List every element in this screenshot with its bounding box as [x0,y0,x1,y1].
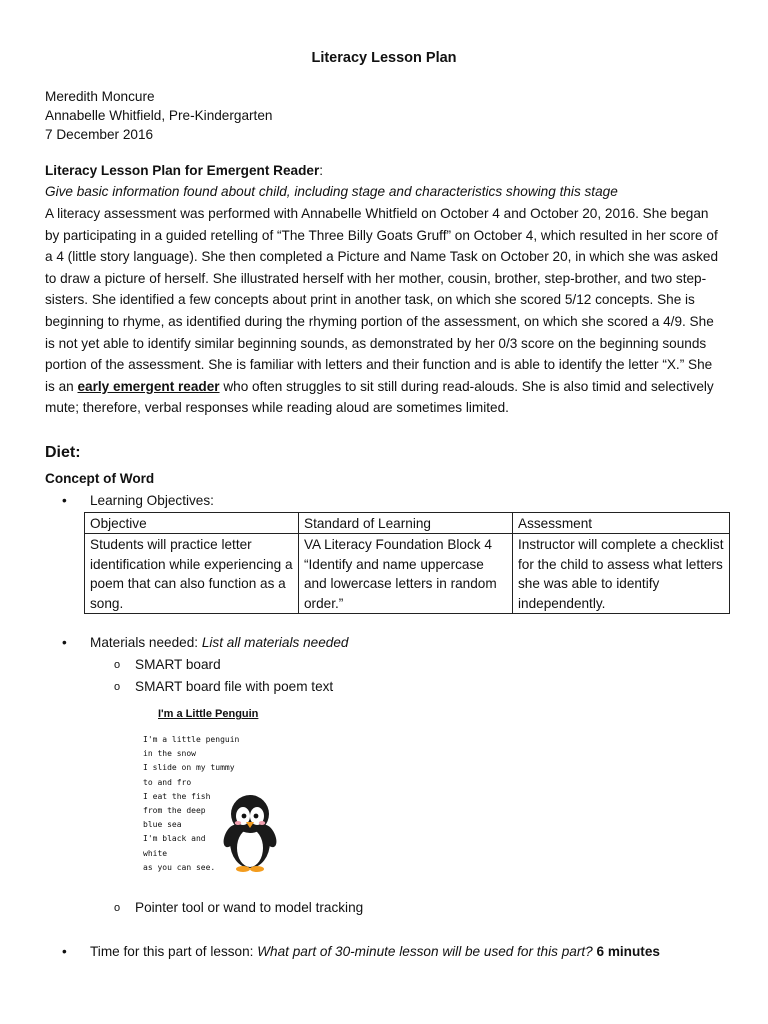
poem-image [140,700,300,880]
materials-line [90,632,348,654]
poem-line: to and fro [143,777,192,787]
material-item: SMART board [135,657,221,672]
material-item: SMART board file with poem text [135,679,334,694]
section-heading-text: Literacy Lesson Plan for Emergent Reader [45,163,320,178]
table-row [85,534,730,614]
poem-line: as you can see. [143,862,216,872]
poem-title: I'm a Little Penguin [158,708,259,720]
section-prompt: Give basic information found about child, including stage and characteristics showing this stage [45,184,618,199]
poem-line: I'm black and [143,834,206,844]
poem-line: white [143,848,168,858]
bullet-marker: • [62,493,67,508]
bullet-marker: • [62,635,67,650]
table-cell: VA Literacy Foundation Block 4 “Identify and name uppercase and lowercase letters in random order.” [299,534,513,614]
diet-heading: Diet: [45,444,81,461]
time-line [90,941,660,963]
author-name: Meredith Moncure [45,89,155,104]
materials-label: Materials needed: [90,635,202,650]
materials-prompt: List all materials needed [201,635,349,650]
poem-line: I'm a little penguin [143,735,240,744]
page-title: Literacy Lesson Plan [311,50,457,66]
bullet-marker: • [62,944,67,959]
sub-bullet-marker: o [114,902,121,914]
table-header-cell: Objective [85,513,299,534]
poem-line: blue sea [143,820,182,830]
concept-heading: Concept of Word [45,471,155,486]
table-header-cell: Standard of Learning [299,513,513,534]
poem-line: I eat the fish [143,791,211,801]
section-heading-colon: : [319,163,324,178]
penguin-icon [218,792,282,872]
section-heading [45,160,323,182]
learning-objectives-label: Learning Objectives: [90,493,214,508]
student-info: Annabelle Whitfield, Pre-Kindergarten [45,108,273,123]
poem-line: from the deep [143,806,206,816]
paragraph-text-before: A literacy assessment was performed with Annabelle Whitfield on October 4 and October 20, 2016. She began by participating in a guided retelling of “The Three Billy Goats Gruff” on October 4, which resulted in her score of a 4 (little story language). She then completed a Picture and Name Task on October 20, in which she was asked to draw a picture of herself. She illustrated herself with her mother, cousin, brother, step-brother, and two step-sisters. She identified a few concepts about print in another task, on which she scored 5/12 concepts. She is beginning to rhyme, as identified during the rhyming portion of the assessment, on which she scored a 4/9. She is not yet able to identify similar beginning sounds, as demonstrated by her 0/3 score on the beginning sounds portion of the assessment. She is familiar with letters and their function and is able to identify the letter “X.” She is an [45,206,719,394]
paragraph-emphasis: early emergent reader [77,378,220,394]
sub-bullet-marker: o [114,659,121,671]
table-header-cell: Assessment [513,513,730,534]
time-label: Time for this part of lesson: [90,944,258,959]
time-value: 6 minutes [596,944,660,959]
sub-bullet-marker: o [114,681,121,693]
material-item: Pointer tool or wand to model tracking [135,900,364,915]
table-cell: Instructor will complete a checklist for the child to assess what letters she was able to identify independently. [513,534,730,614]
assessment-paragraph [45,203,725,419]
poem-line: I slide on my tummy [143,763,235,773]
poem-line: in the snow [143,749,196,759]
table-header-row [85,513,730,534]
paragraph-text-after: who often struggles to sit still during read-alouds. She is also timid and selectively mute; therefore, verbal responses while reading aloud are sometimes limited. [45,378,714,416]
time-prompt: What part of 30-minute lesson will be used for this part? [257,944,593,959]
table-cell: Students will practice letter identification while experiencing a poem that can also function as a song. [85,534,299,614]
lesson-date: 7 December 2016 [45,127,154,142]
objectives-table [84,512,730,614]
